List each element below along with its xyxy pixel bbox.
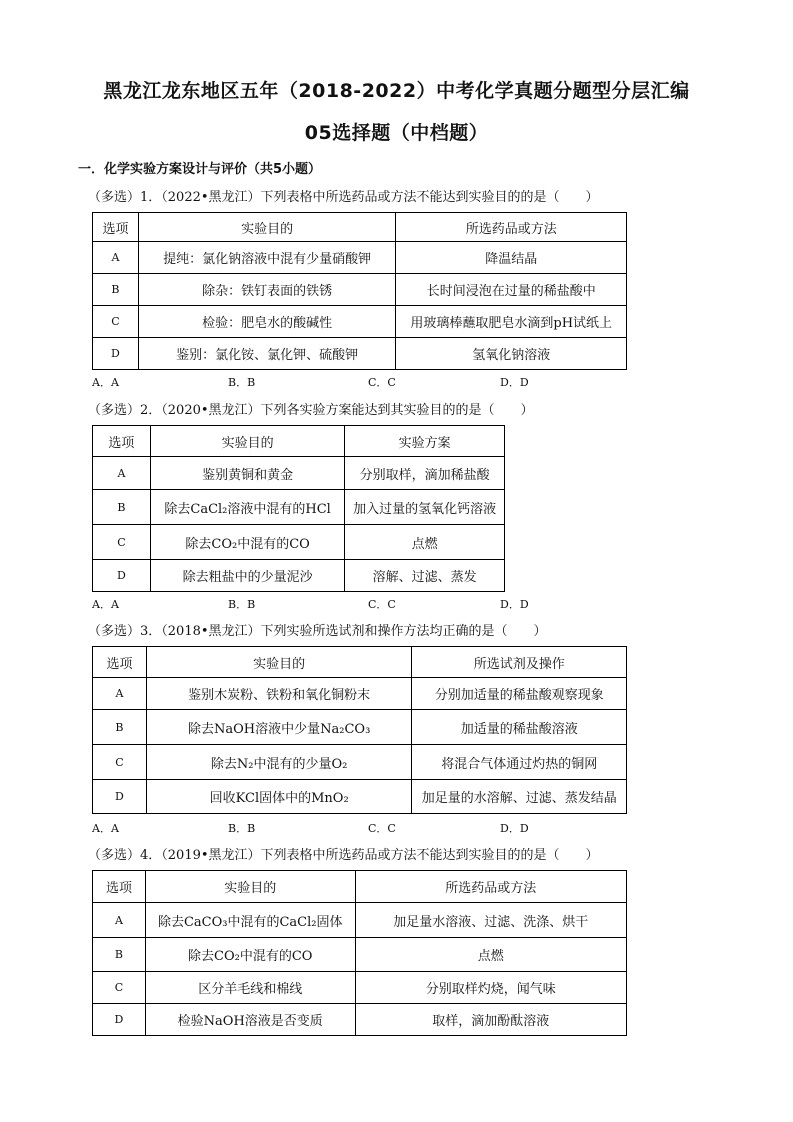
purpose-cell: 除去CO₂中混有的CO xyxy=(145,938,355,972)
method-cell: 分别取样，滴加稀盐酸 xyxy=(345,457,505,490)
choice-d[interactable]: D．D xyxy=(500,598,529,611)
option-cell: A xyxy=(93,678,147,710)
header-cell: 实验目的 xyxy=(146,647,412,678)
method-cell: 加适量的稀盐酸溶液 xyxy=(412,710,627,745)
header-cell: 所选药品或方法 xyxy=(355,871,626,903)
table-row xyxy=(93,938,627,972)
method-cell: 加入过量的氢氧化钙溶液 xyxy=(345,490,505,525)
header-cell: 选项 xyxy=(93,647,147,678)
document-title: 黑龙江龙东地区五年（2018-2022）中考化学真题分题型分层汇编 xyxy=(103,80,690,102)
table-header-row xyxy=(93,426,505,457)
option-cell: C xyxy=(93,745,147,780)
method-cell: 将混合气体通过灼热的铜网 xyxy=(412,745,627,780)
table-row xyxy=(93,678,627,710)
header-cell: 选项 xyxy=(93,213,139,242)
table-row xyxy=(93,490,505,525)
header-cell: 实验目的 xyxy=(150,426,345,457)
choice-a[interactable]: A．A xyxy=(92,376,119,389)
question-3-table xyxy=(92,646,627,814)
purpose-cell: 除去CaCl₂溶液中混有的HCl xyxy=(150,490,345,525)
table-row xyxy=(93,1004,627,1036)
option-cell: B xyxy=(93,274,139,306)
purpose-cell: 除去CO₂中混有的CO xyxy=(150,525,345,560)
question-3-choices xyxy=(92,820,552,834)
question-1-stem: （多选）1．（2022•黑龙江）下列表格中所选药品或方法不能达到实验目的的是（ ） xyxy=(88,190,599,205)
table-row xyxy=(93,306,627,338)
option-cell: D xyxy=(93,1004,146,1036)
method-cell: 加足量水溶液、过滤、洗涤、烘干 xyxy=(355,903,626,938)
table-row xyxy=(93,780,627,814)
table-row xyxy=(93,457,505,490)
option-cell: B xyxy=(93,710,147,745)
header-cell: 实验目的 xyxy=(145,871,355,903)
question-1-choices xyxy=(92,374,552,388)
purpose-cell: 鉴别木炭粉、铁粉和氧化铜粉末 xyxy=(146,678,412,710)
purpose-cell: 区分羊毛线和棉线 xyxy=(145,972,355,1004)
choice-c[interactable]: C．C xyxy=(368,598,396,611)
choice-b[interactable]: B．B xyxy=(228,822,256,835)
table-row xyxy=(93,242,627,274)
method-cell: 用玻璃棒蘸取肥皂水滴到pH试纸上 xyxy=(396,306,627,338)
choice-c[interactable]: C．C xyxy=(368,822,396,835)
table-row xyxy=(93,560,505,592)
header-cell: 选项 xyxy=(93,871,146,903)
header-cell: 实验目的 xyxy=(138,213,396,242)
question-4-table xyxy=(92,870,627,1036)
header-cell: 实验方案 xyxy=(345,426,505,457)
table-row xyxy=(93,274,627,306)
table-row xyxy=(93,972,627,1004)
purpose-cell: 除去CaCO₃中混有的CaCl₂固体 xyxy=(145,903,355,938)
choice-b[interactable]: B．B xyxy=(228,598,256,611)
option-cell: C xyxy=(93,525,151,560)
question-3-stem: （多选）3．（2018•黑龙江）下列实验所选试剂和操作方法均正确的是（ ） xyxy=(88,624,547,639)
document-subtitle: 05选择题（中档题） xyxy=(304,122,489,144)
choice-d[interactable]: D．D xyxy=(500,822,529,835)
method-cell: 降温结晶 xyxy=(396,242,627,274)
table-header-row xyxy=(93,647,627,678)
question-1-table xyxy=(92,212,627,370)
choice-c[interactable]: C．C xyxy=(368,376,396,389)
purpose-cell: 鉴别：氯化铵、氯化钾、硫酸钾 xyxy=(138,338,396,370)
header-cell: 所选试剂及操作 xyxy=(412,647,627,678)
method-cell: 长时间浸泡在过量的稀盐酸中 xyxy=(396,274,627,306)
table-row xyxy=(93,525,505,560)
option-cell: B xyxy=(93,490,151,525)
purpose-cell: 除杂：铁钉表面的铁锈 xyxy=(138,274,396,306)
option-cell: A xyxy=(93,242,139,274)
method-cell: 氢氧化钠溶液 xyxy=(396,338,627,370)
purpose-cell: 检验NaOH溶液是否变质 xyxy=(145,1004,355,1036)
option-cell: C xyxy=(93,972,146,1004)
option-cell: D xyxy=(93,338,139,370)
choice-a[interactable]: A．A xyxy=(92,822,119,835)
method-cell: 点燃 xyxy=(345,525,505,560)
method-cell: 加足量的水溶解、过滤、蒸发结晶 xyxy=(412,780,627,814)
method-cell: 取样，滴加酚酞溶液 xyxy=(355,1004,626,1036)
option-cell: D xyxy=(93,560,151,592)
table-row xyxy=(93,710,627,745)
table-header-row xyxy=(93,871,627,903)
question-2-table xyxy=(92,425,505,592)
method-cell: 溶解、过滤、蒸发 xyxy=(345,560,505,592)
question-2-choices xyxy=(92,596,552,610)
question-4-stem: （多选）4．（2019•黑龙江）下列表格中所选药品或方法不能达到实验目的的是（ ） xyxy=(88,848,599,863)
option-cell: D xyxy=(93,780,147,814)
method-cell: 分别取样灼烧，闻气味 xyxy=(355,972,626,1004)
table-header-row xyxy=(93,213,627,242)
header-cell: 选项 xyxy=(93,426,151,457)
choice-d[interactable]: D．D xyxy=(500,376,529,389)
choice-b[interactable]: B．B xyxy=(228,376,256,389)
purpose-cell: 除去N₂中混有的少量O₂ xyxy=(146,745,412,780)
option-cell: A xyxy=(93,457,151,490)
purpose-cell: 检验：肥皂水的酸碱性 xyxy=(138,306,396,338)
method-cell: 分别加适量的稀盐酸观察现象 xyxy=(412,678,627,710)
purpose-cell: 除去NaOH溶液中少量Na₂CO₃ xyxy=(146,710,412,745)
purpose-cell: 鉴别黄铜和黄金 xyxy=(150,457,345,490)
section-heading: 一．化学实验方案设计与评价（共5小题） xyxy=(78,162,322,177)
choice-a[interactable]: A．A xyxy=(92,598,119,611)
table-row xyxy=(93,745,627,780)
question-2-stem: （多选）2．（2020•黑龙江）下列各实验方案能达到其实验目的的是（ ） xyxy=(88,403,534,418)
purpose-cell: 除去粗盐中的少量泥沙 xyxy=(150,560,345,592)
table-row xyxy=(93,903,627,938)
purpose-cell: 回收KCl固体中的MnO₂ xyxy=(146,780,412,814)
table-row xyxy=(93,338,627,370)
header-cell: 所选药品或方法 xyxy=(396,213,627,242)
option-cell: A xyxy=(93,903,146,938)
method-cell: 点燃 xyxy=(355,938,626,972)
option-cell: B xyxy=(93,938,146,972)
purpose-cell: 提纯：氯化钠溶液中混有少量硝酸钾 xyxy=(138,242,396,274)
option-cell: C xyxy=(93,306,139,338)
